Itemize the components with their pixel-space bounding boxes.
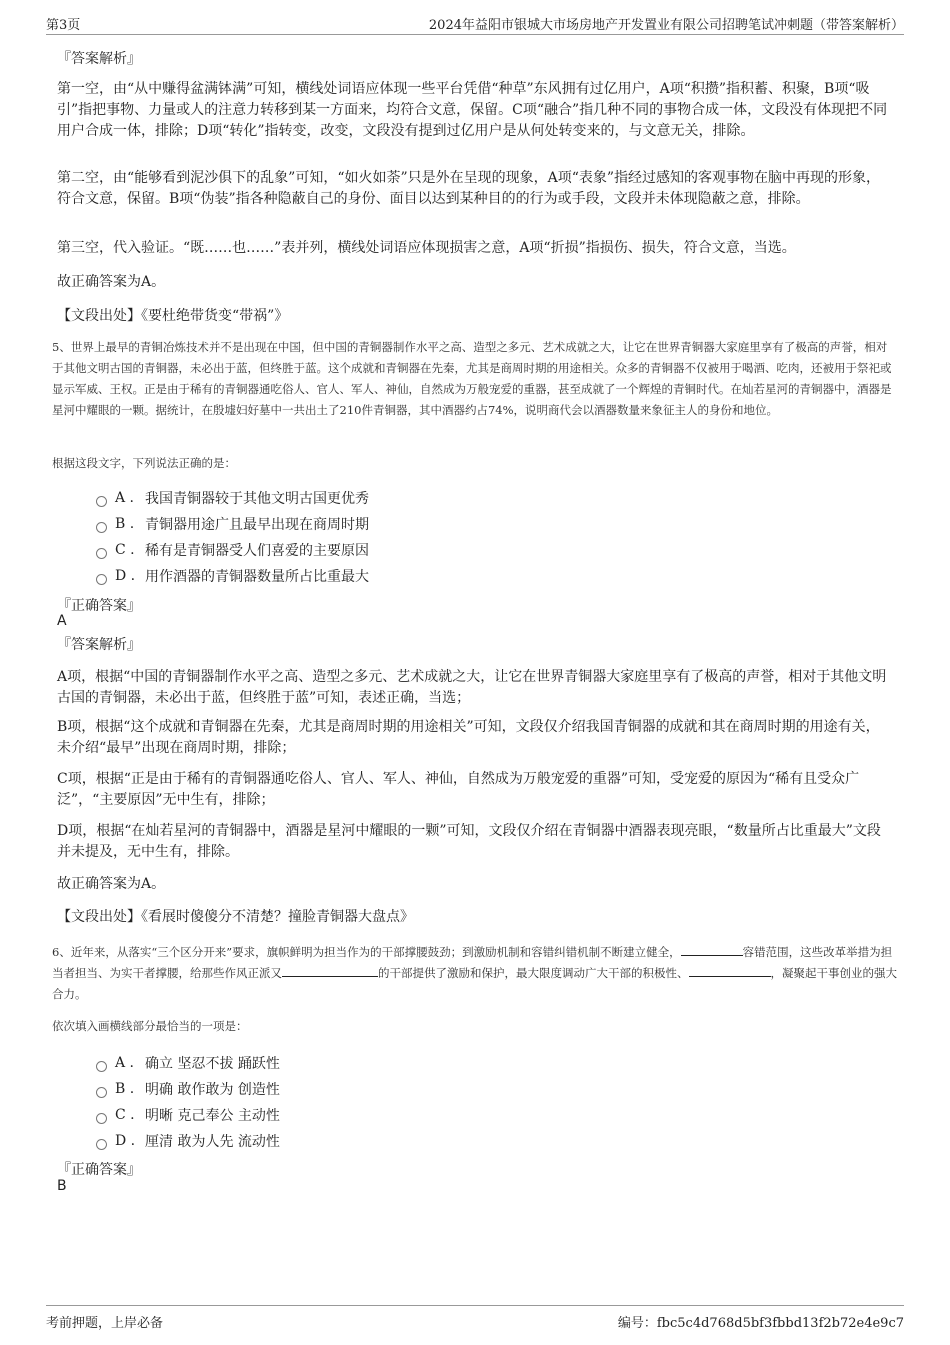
radio-icon[interactable]	[96, 1139, 107, 1150]
radio-icon[interactable]	[96, 574, 107, 585]
q6-option-d[interactable]: D . 厘清 敢为人先 流动性	[96, 1131, 280, 1151]
q6-option-c[interactable]: C . 明晰 克己奉公 主动性	[96, 1105, 280, 1125]
q6-stem: 6、近年来，从落实“三个区分开来”要求，旗帜鲜明为担当作为的干部撑腰鼓劲；到激励机制和容错纠错机制不断建立健全， 容错范围，这些改革举措为担当者担当、为实干者撑腰，给那些作风正派又 的干部提供了激励和保护，最大限度调动广大干部的积极性、 ，凝聚起干事创业的强大合力。	[52, 945, 897, 1001]
q6-question: 依次填入画横线部分最恰当的一项是：	[52, 1019, 248, 1033]
q6-answer-label: 『正确答案』	[57, 1162, 141, 1178]
footer-slogan: 考前押题，上岸必备	[46, 1316, 164, 1331]
radio-icon[interactable]	[96, 1061, 107, 1072]
q4-conclusion: 故正确答案为A。	[57, 274, 166, 290]
page-footer	[46, 1305, 904, 1330]
page-number: 第3页	[46, 18, 81, 33]
q5-option-b[interactable]: B . 青铜器用途广且最早出现在商周时期	[96, 514, 369, 534]
q5-analysis-c: C项，根据“正是由于稀有的青铜器通吃俗人、官人、军人、神仙，自然成为万般宠爱的重器”可知，受宠爱的原因为“稀有且受众广泛”，“主要原因”无中生有，排除；	[57, 771, 860, 808]
q4-analysis-p1: 第一空，由“从中赚得盆满钵满”可知，横线处词语应体现一些平台凭借“种草”东风拥有过亿用户，A项“积攒”指积蓄、积聚，B项“吸引”指把事物、力量或人的注意力转移到某一方面来，均符合文意，保留。C项“融合”指几种不同的事物合成一体，文段没有体现把不同用户合成一体，排除；D项“转化”指转变，改变，文段没有提到过亿用户是从何处转变来的，与文意无关，排除。	[57, 81, 888, 139]
radio-icon[interactable]	[96, 496, 107, 507]
q6-answer: B	[57, 1178, 67, 1194]
document-code: 编号：fbc5c4d768d5bf3fbbd13f2b72e4e9c7	[617, 1316, 904, 1331]
q5-analysis-b: B项，根据“这个成就和青铜器在先秦，尤其是商周时期的用途相关”可知，文段仅介绍我国青铜器的成就和其在商周时期的用途有关，未介绍“最早”出现在商周时期，排除；	[57, 719, 880, 756]
blank-2[interactable]	[282, 964, 378, 977]
q5-analysis-d: D项，根据“在灿若星河的青铜器中，酒器是星河中耀眼的一颗”可知，文段仅介绍在青铜器中酒器表现亮眼，“数量所占比重最大”文段并未提及，无中生有，排除。	[57, 823, 881, 860]
radio-icon[interactable]	[96, 548, 107, 559]
q4-source: 【文段出处】《要杜绝带货变“带祸”》	[57, 308, 289, 324]
q5-stem: 5、世界上最早的青铜冶炼技术并不是出现在中国，但中国的青铜器制作水平之高、造型之多元、艺术成就之大，让它在世界青铜器大家庭里享有了极高的声誉，相对于其他文明古国的青铜器，未必出于蓝，但终胜于蓝。这个成就和青铜器在先秦，尤其是商周时期的用途相关。众多的青铜器不仅被用于喝酒、吃肉，还被用于祭祀或显示军威、王权。正是由于稀有的青铜器通吃俗人、官人、军人、神仙，自然成为万般宠爱的重器，甚至成就了一个辉煌的青铜时代。在灿若星河的青铜器中，酒器是星河中耀眼的一颗。据统计，在殷墟妇好墓中一共出土了210件青铜器，其中酒器约占74%，说明商代会以酒器数量来象征主人的身份和地位。	[52, 340, 892, 417]
radio-icon[interactable]	[96, 1113, 107, 1124]
q5-source: 【文段出处】《看展时傻傻分不清楚？撞脸青铜器大盘点》	[57, 909, 414, 925]
blank-1[interactable]	[681, 943, 743, 956]
q4-analysis-p2: 第二空，由“能够看到泥沙俱下的乱象”可知，“如火如荼”只是外在呈现的现象，A项“表象”指经过感知的客观事物在脑中再现的形象，符合文意，保留。B项“伪装”指各种隐蔽自己的身份、面目以达到某种目的的行为或手段，文段并未体现隐蔽之意，排除。	[57, 170, 881, 207]
q5-answer: A	[57, 613, 67, 629]
q5-answer-label: 『正确答案』	[57, 598, 141, 614]
q4-analysis-label: 『答案解析』	[57, 51, 141, 67]
q6-option-b[interactable]: B . 明确 敢作敢为 创造性	[96, 1079, 280, 1099]
page-header	[46, 12, 904, 35]
q6-option-a[interactable]: A . 确立 坚忍不拔 踊跃性	[96, 1053, 280, 1073]
q5-option-a[interactable]: A . 我国青铜器较于其他文明古国更优秀	[96, 488, 369, 508]
radio-icon[interactable]	[96, 522, 107, 533]
q5-question: 根据这段文字，下列说法正确的是：	[52, 456, 236, 470]
q5-analysis-label: 『答案解析』	[57, 637, 141, 653]
q5-option-c[interactable]: C . 稀有是青铜器受人们喜爱的主要原因	[96, 540, 369, 560]
q5-analysis-a: A项，根据“中国的青铜器制作水平之高、造型之多元、艺术成就之大，让它在世界青铜器大家庭里享有了极高的声誉，相对于其他文明古国的青铜器，未必出于蓝，但终胜于蓝”可知，表述正确，当选；	[57, 669, 887, 706]
radio-icon[interactable]	[96, 1087, 107, 1098]
document-title: 2024年益阳市银城大市场房地产开发置业有限公司招聘笔试冲刺题（带答案解析）	[428, 18, 904, 33]
q4-analysis-p3: 第三空，代入验证。“既……也……”表并列，横线处词语应体现损害之意，A项“折损”指损伤、损失，符合文意，当选。	[57, 240, 796, 256]
blank-3[interactable]	[689, 964, 771, 977]
q5-conclusion: 故正确答案为A。	[57, 876, 166, 892]
q5-option-d[interactable]: D . 用作酒器的青铜器数量所占比重最大	[96, 566, 369, 586]
